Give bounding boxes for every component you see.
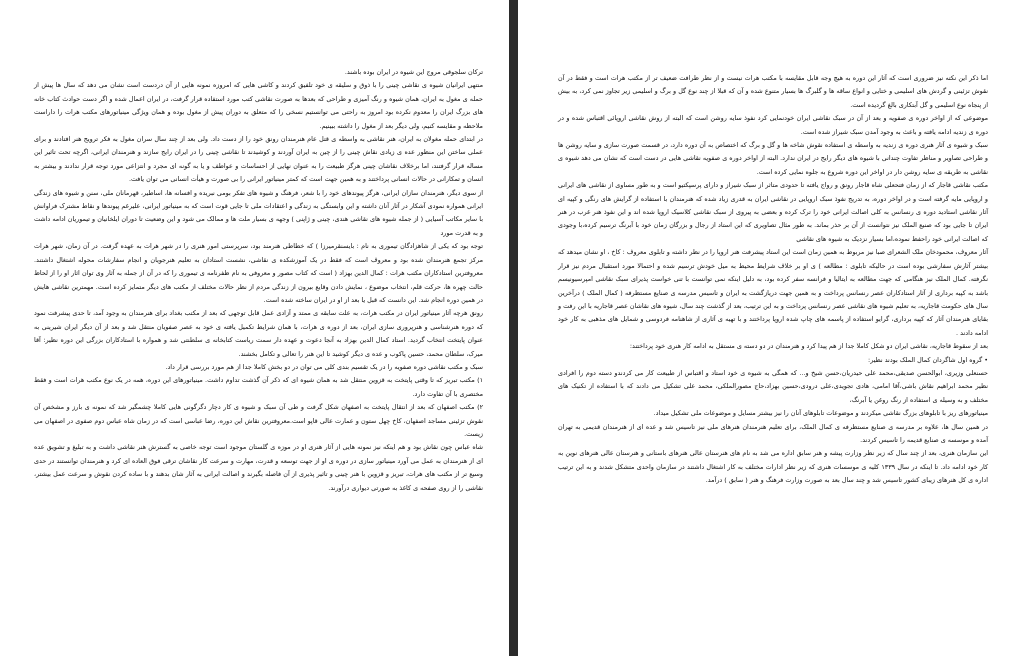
left-paragraph-10: شاه عباس چون نقاش بود و هم اینکه نیز نمونه هایی از آثار هنری او در موزه ی گلستان موجود است توجه خاصی به گسترش هنر نقاشی داشت و به تبلیغ و تشویق عده ای از هنرمندان به عمل می آورد مینیاتور سازی در دوره ی او از جهت توسعه و قدرت، مهارت و سرعت کار نقاشان ترقی فوق العاده ای کرد و هنرمندان توانستند در حدی وسیع تر از مکتب های هرات، تبریز و قزوین با هنر چینی و تاثیر پذیری از آن فاصله بگیرند و اصالت ایرانی به آثار شان بدهند و با ساده کردن نقوش و سرعت عمل بیشتر، نقاشی را از روی صفحه ی کاغذ به صورتی دیواری درآورند. [34, 443, 483, 492]
right-paragraph-7: • گروه اول شاگردان کمال الملک بودند نظیر: [868, 355, 988, 364]
left-paragraph-8: ۱) مکتب تبریز که تا وقتی پایتخت به قزوین منتقل شد به همان شیوه ای که ذکر آن گذشت تداوم داشت. مینیاتورهای این دوره، همه در یک نوع مکتب هرات است و فقط مختصری با آن تفاوت دارد. [34, 376, 483, 398]
right-paragraph-9: مینیاتورهای ریز با تابلوهای بزرگ نقاشی میکردند و موضوعات تابلوهای آنان را نیز بیشتر مسایل و موضوعات ملی تشکیل میداد. [653, 409, 988, 418]
right-paragraph-11: این سازمان هنری، بعد از چند سال که زیر نظر وزارت پیشه و هنر سابق اداره می شد به نام های هنرستان عالی هنرهای باستانی و هنرستان عالی هنرهای نوین به کار خود ادامه داد. تا اینکه در سال ۱۳۳۹ کلیه ی موسسات هنری که زیر نظر ادارات مختلف به کار اشتغال داشتند در سازمان واحدی متشکل شدند و به این ترتیب اداره ی کل هنرهای زیبای کشور تاسیس شد و چند سال بعد به صورت وزارت فرهنگ و هنر ( سابق ) درآمد. [558, 449, 988, 485]
left-paragraph-5: توجه بود که یکی از شاهزادگان تیموری به نام : بایسنقرمیرزا ) که خطاطی هنرمند بود، سرپرستی امور هنری را در شهر هرات به عهده گرفت. در آن زمان، شهر هرات مرکز تجمع هنرمندان شده بود و معروف است که فقط در یک آموزشکده ی نقاشی، نشست استادان به تعلیم هنرجویان و انجام سفارشات محوله اشتغال داشتند. معروفترین استادکاران مکتب هرات : کمال الدین بهزاد ( است که کتاب مصور و معروفی به نام ظفرنامه ی تیموری را که در آن از جمله به آثار وی توان اثار او را از لحاظ حالت چهره ها، حرکت قلم، انتخاب موضوع ، نمایش دادن وقایع بیرون از زندگی مردم از نظر حالات مختلف از مکتب های دیگر متمایز کرده است. مهمترین نقاشی هایش در همین دوره انجام شد. این دانست که قبل یا بعد از او در ایران ساخته شده است. [34, 242, 483, 304]
left-paragraph-6: رونق هرچه آثار مینیاتور ایران در مکتب هرات، به علت سابقه ی ممتد و آزادی عمل قابل توجهی که بعد از مکتب بغداد برای هنرمندان به وجود آمد، تا حدی پیشرفت نمود که دوره هنرشناسی و هنرپروری سازی ایران، بعد از دوره ی هرات، با همان شرایط تکمیل یافته ی خود به عصر صفویان منتقل شد و بعد از آن دیگر ایران شیرینی به عنوان پایتخت انتخاب گردید. استاد کمال الدین بهزاد به آنجا دعوت و عهده دار سمت ریاست کتابخانه ی سلطنتی شد و همواره با استادکاران بزرگی این دوره نظیر: آقا میرک، سلطان محمد، حسین پاکوب و عده ی دیگر کوشید تا این هنر را تعالی و تکامل بخشند. [34, 309, 483, 358]
left-paragraph-1: ترکان سلجوقی مروج این شیوه در ایران بوده باشند. [344, 68, 483, 76]
right-paragraph-4: مکتب نقاشی قاجار که از زمان فتحعلی شاه قاجار رونق و رواج یافته تا حدودی متاثر از سبک شیراز و دارای پرسپکتیو است و به طور مساوی از نقاشی های ایرانی و اروپایی مایه گرفته است و در اواخر دوره، به تدریج نفوذ سبک اروپایی در نقاشی ایران به قدری زیاد شده که هنرمندان با استفاده از گرایش های رنگی و کپیه ای آثار نقاشی استادید دوره ی رنسانس به کلی اصالت ایرانی خود را ترک کرده و بعضی به پیروی از سبک نقاشی کلاسیک اروپا شده اند و این نفوذ هنر غرب در هنر ایران تا جایی بود که صنیع الملک نیز نتوانست از آن بر حذر بماند. به طور مثال تصاویری که این استاد از رجال و بزرگان زمان خود با آبرنگ ترسیم کرده،با وجودی که اصالت ایرانی خود راحفظ نموده،اما بسیار نزدیک به شیوه های نقاشی [558, 181, 988, 243]
right-paragraph-3: سبک و شیوه ی آثار هنری دوره ی زندیه به واسطه ی استفاده نقوش شاخه ها و گل و برگ که اختصاص به آن دوره دارد، در قسمت صورت سازی و سایه روشن ها و طراحی تصاویر و مناظر تفاوت چندانی با شیوه های دیگر رایج در ایران ندارد. البته از اواخر دوره ی صفویه نقاشی هایی در دست است که نشان می دهد شیوه ی نقاشی به طریقه ی سایه روشن دار در اواخر این دوره شروع به جلوه نمایی کرده است. [558, 141, 988, 176]
right-paragraph-5: آثار معروف، محمودخان ملک الشعرای صبا نیز مربوط به همین زمان است این استاد پیشرفت هنر اروپا را در نظر داشته و تابلوی معروف : کاخ ، او نشان میدهد که بیشتر آثارش سفارشی بوده است در حالیکه تابلوی : مطالعه ) ی او بر خلاف شرایط محیط به میل خودش ترسیم شده و احتمالا مورد استقبال مردم نیز قرار نگرفته. کمال الملک نیز هنگامی که جهت مطالعه به ایتالیا و فرانسه سفر کرده بود، به دلیل اینکه نمی توانست با تنی خواست پذیرای سبک نقاشی امپرسیونیسم باشد به کپیه برداری از آثار استادکاران عصر رنسانس پرداخت و به همین جهت دریازگشت به ایران و تاسیس مدرسه ی صنایع مستظرفه ( کمال الملک ) درآخرین سال های حکومت قاجاریه، به تعلیم شیوه های نقاشی عصر رنسانس پرداخت و به این ترتیب، بعد از گذشت چند سال، شیوه های نقاشان عصر قاجاریه با این رفت و بقایای هنرمندان آثار که کپیه برداری، گرایو استفاده از پاسمه های چاپ شده اروپا پرداختند و با تهیه ی آثاری از شاهنامه فردوسی و شمایل های مذهبی به کار خود ادامه دادند . [558, 248, 988, 337]
page-gutter [509, 0, 518, 656]
left-paragraph-7: سبک و مکتب نقاشی دوره صفویه را در یک تقسیم بندی کلی می توان در دو بخش کاملا جدا از هم مورد بررسی قرار داد. [165, 362, 483, 371]
right-paragraph-2: موضوعی که از اواخر دوره ی صفویه و بعد از آن در سبک نقاشی ایران خودنمایی کرد نفوذ سایه روشن است که البته از روش نقاشی اروپائی اقتباس شده و در دوره ی زندیه ادامه یافته و باعث به وجود آمدن سبک شیراز شده است. [558, 114, 988, 136]
left-page [0, 0, 509, 656]
right-paragraph-1: اما ذکر این نکته نیز ضروری است که آثار این دوره به هیچ وجه قابل مقایسه با مکتب هرات نیست و از نظر ظرافت ضعیف تر از مکتب هرات است و فقط در آن نقوش تزئینی و گردش های اسلیمی و ختایی و انواع ساقه ها و گلبرگ ها بسیار متنوع شده و آن که قبلا از چند نوع گل و برگ و اسلیمی زیر تجاوز نمی کرد، به بیش از پنجاه نوع اسلیمی و گل آبتکاری بالغ گردیده است. [558, 74, 988, 109]
left-paragraph-3: در ابتدای حمله مغولان به ایران، هنر نقاشی به واسطه ی قتل عام هنرمندان رونق خود را از دست داد. ولی بعد از چند سال سران مغول به فکر ترویج هنر افتادند و برای عملی ساختن این منظور عده ی زیادی نقاش چینی را از چین به ایران آوردند و کوشیدند تا نقاشی چینی را در ایران رایج سازند و هنرمندان ایرانی، اگرچه تحت تاثیر این مساله قرار گرفتند، اما برخلاف نقاشان چینی هرگز طبیعت را به عنوان نهایی از احساسات و عواطف و یا به گونه ای مجرد و انتزاعی مورد توجه قرار ندادند و بیشتر به انسان و تمکارانی در حالات انسانی پرداختند و به همین جهت است که کمتر مینیاتور ایرانی را بی صورت و هیأت انسانی می توان یافت. [34, 135, 483, 184]
left-paragraph-9: ۲) مکتب اصفهان که بعد از انتقال پایتخت به اصفهان شکل گرفت و طی آن سبک و شیوه ی کار دچار دگرگونی هایی کاملا چشمگیر شد که نمونه ی بارز و مشخص آن نقوش تزئینی مساجد اصفهان، کاخ چهل ستون و عمارت عالی قاپو است.معروفترین نقاش این دوره، رضا عباسی است که در زمان شاه عباس دوم صفوی در اصفهان می زیست. [34, 403, 483, 438]
right-page [518, 0, 1024, 656]
right-paragraph-6: بعد از سقوط قاجاریه، نقاشی ایران دو شکل کاملا جدا از هم پیدا کرد و هنرمندان در دو دسته ی مستقل به ادامه کار هنری خود پرداختند: [629, 342, 988, 351]
right-paragraph-10: در همین سال ها، علاوه بر مدرسه ی صنایع مستظرفه ی کمال الملک، برای تعلیم هنرمندان هنرهای ملی نیز تاسیس شد و عده ای از هنرمندان قدیمی به تهران آمده و موسسه ی صنایع قدیمه را تاسیس کردند. [558, 422, 988, 444]
left-paragraph-4: از سوی دیگر، هنرمندان سازان ایرانی، هرگز پیوندهای خود را با شعر، فرهنگ و شیوه های تفکر بومی نبریده و افسانه ها، اساطیر، قهرمانان ملی، سنن و شیوه های زندگی ایرانی همواره نمودی آشکار در آثار آنان داشته و این وابستگی به زندگی و اعتقادات ملی تا جایی قوت است که به مینیاتور ایرانی، علیرغم پیوندها و نقاط مشترک فراوانش با سایر مکاتب آسیایی ( از جمله شیوه های نقاشی هندی، چینی و ژاپنی ) وجهه ی بسیار ملت ها و ممالک می شود و این وضعیت تا دوران ایلخانیان و تیموریان ادامه داشت و به قدرت مورد [34, 188, 483, 237]
left-paragraph-2: منتهی ایرانیان شیوه ی نقاشی چینی را با ذوق و سلیقه ی خود تلفیق کردند و کاشی هایی که امروزه نمونه هایی از آن دردست است نشان می دهد که سال ها پیش از حمله ی مغول به ایران، همان شیوه و رنگ آمیزی و طراحی که بعدها به صورت نقاشی کتب مورد استفاده قرار گرفت، در ایران اعمال شده و اگر دست حوادث کتاب خانه های بزرگ ایران را معدوم نکرده بود امروز به راحتی می توانستیم نسخی را که متعلق به دوران پیش از مغول بوده و همان ویژگی مینیاتورهای مکتب هرات را داراست ملاحظه و مقایسه کنیم، ولی دیگر بعد از مغول را داشته ببینیم. [34, 81, 483, 130]
right-paragraph-8: حسنعلی وزیری، ابوالحسن صدیقی،محمد علی حیدریان،حسن شیخ و... که همگی به شیوه ی خود استاد و اقتباس از طبیعت کار می کردندو دسته دوم را افرادی نظیر محمد ابراهیم نقاش باشی،آقا امامی، هادی تجویدی،علی درودی،حسین بهزاد،حاج مصورالملکی، محمد علی تشکیل می دادند که با استفاده از تکنیک های مختلف و به وسیله ی استفاده از رنگ روغن یا آبرنگ، [558, 368, 988, 404]
